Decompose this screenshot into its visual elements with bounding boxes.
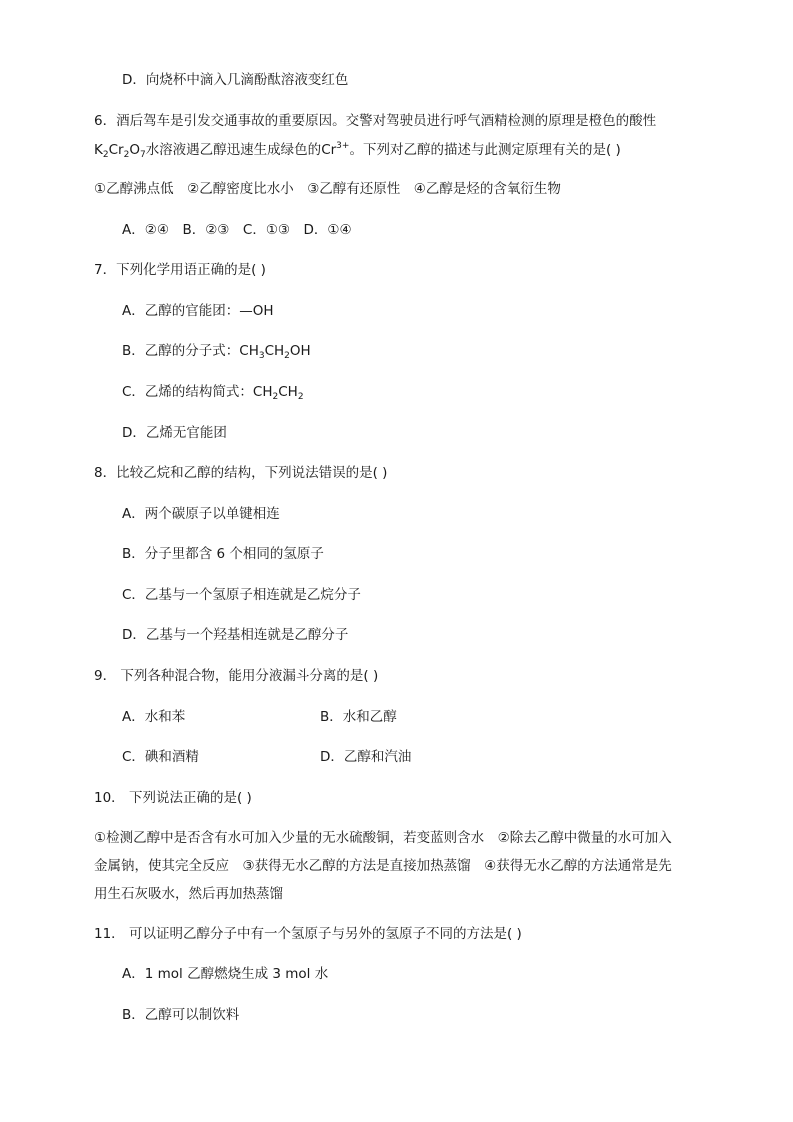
q11-stem: 11． 可以证明乙醇分子中有一个氢原子与另外的氢原子不同的方法是( ) xyxy=(94,926,522,942)
formula-cr3: Cr xyxy=(321,142,337,158)
option-text: OH xyxy=(289,343,311,359)
q6-stem-line1: 6．酒后驾车是引发交通事故的重要原因。交警对驾驶员进行呼气酒精检测的原理是橙色的酸性 xyxy=(94,113,657,129)
q9-option-c: C．碘和酒精 xyxy=(122,749,199,765)
q8-stem: 8．比较乙烷和乙醇的结构，下列说法错误的是( ) xyxy=(94,465,388,481)
formula-sup: 3+ xyxy=(336,141,350,151)
q8-option-a: A．两个碳原子以单键相连 xyxy=(122,506,280,522)
q7-option-a: A．乙醇的官能团：—OH xyxy=(122,303,274,319)
formula-sub: 2 xyxy=(284,351,290,361)
q7-stem: 7．下列化学用语正确的是( ) xyxy=(94,262,266,278)
q10-line2: 金属钠，使其完全反应 ③获得无水乙醇的方法是直接加热蒸馏 ④获得无水乙醇的方法通常是先 xyxy=(94,858,672,874)
q8-option-d: D．乙基与一个羟基相连就是乙醇分子 xyxy=(122,627,349,643)
q10-line1: ①检测乙醇中是否含有水可加入少量的无水硫酸铜，若变蓝则含水 ②除去乙醇中微量的水可加入 xyxy=(94,830,672,846)
q7-option-d: D．乙烯无官能团 xyxy=(122,425,227,441)
q11-option-b: B．乙醇可以制饮料 xyxy=(122,1007,240,1023)
q8-option-c: C．乙基与一个氢原子相连就是乙烷分子 xyxy=(122,587,361,603)
option-text: CH xyxy=(278,384,298,400)
option-text: CH xyxy=(264,343,285,359)
q6-stem-line2 xyxy=(94,140,621,160)
formula-sub: 2 xyxy=(123,150,130,160)
q6-statements: ①乙醇沸点低 ②乙醇密度比水小 ③乙醇有还原性 ④乙醇是烃的含氧衍生物 xyxy=(94,181,561,197)
option-text: C．乙烯的结构简式：CH xyxy=(122,384,273,400)
q9-option-d: D．乙醇和汽油 xyxy=(320,749,412,765)
formula-sub: 7 xyxy=(139,150,146,160)
q9-option-a: A．水和苯 xyxy=(122,709,186,725)
q7-option-b xyxy=(122,341,311,361)
formula-sub: 2 xyxy=(272,392,279,402)
formula-k: K xyxy=(94,142,103,158)
q9-stem: 9． 下列各种混合物，能用分液漏斗分离的是( ) xyxy=(94,668,379,684)
formula-sub: 3 xyxy=(258,351,265,361)
q5-option-d: D．向烧杯中滴入几滴酚酞溶液变红色 xyxy=(122,72,349,88)
q9-option-b: B．水和乙醇 xyxy=(320,709,397,725)
formula-sub: 2 xyxy=(102,150,109,160)
q6-stem-text: 水溶液遇乙醇迅速生成绿色的 xyxy=(145,142,322,158)
formula-sub: 2 xyxy=(297,392,304,402)
q6-stem-end: 。下列对乙醇的描述与此测定原理有关的是( ) xyxy=(349,142,621,158)
q11-option-a: A．1 mol 乙醇燃烧生成 3 mol 水 xyxy=(122,966,329,982)
q10-stem: 10． 下列说法正确的是( ) xyxy=(94,790,252,806)
q8-option-b: B．分子里都含 6 个相同的氢原子 xyxy=(122,546,324,562)
formula-o: O xyxy=(129,142,140,158)
formula-cr: Cr xyxy=(108,142,124,158)
q6-options: A．②④ B．②③ C．①③ D．①④ xyxy=(122,222,352,238)
q10-line3: 用生石灰吸水，然后再加热蒸馏 xyxy=(94,886,283,902)
q7-option-c xyxy=(122,382,304,402)
option-text: B．乙醇的分子式：CH xyxy=(122,343,259,359)
